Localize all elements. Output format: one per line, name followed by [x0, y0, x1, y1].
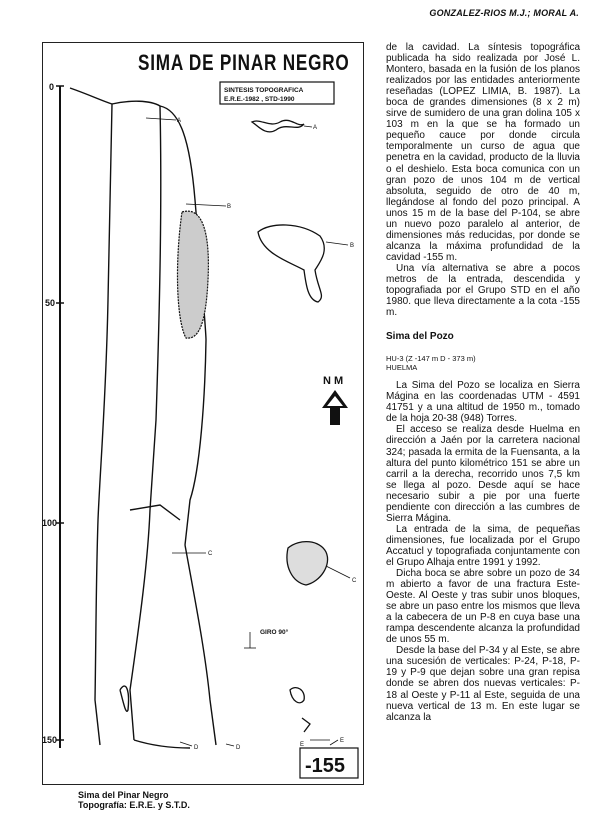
depth-label-150: 150: [42, 735, 58, 745]
marker-b-1: B: [227, 204, 232, 210]
marker-d-2: D: [236, 745, 241, 751]
marker-c-1: C: [208, 551, 213, 557]
figure-title: SIMA DE PINAR NEGRO: [138, 50, 350, 75]
paragraph: Desde la base del P-34 y al Este, se abre una sucesión de verticales: P-24, P-18, P-19 y P-9 que dejan sobre una gran repisa donde se abren dos nuevas verticales: P-18 al Oeste y P-11 al Este, seguida de una nueva vertical de 13 m. En este lugar se alcanza la: [386, 645, 580, 723]
cave-code: HU-3 (Z -147 m D - 373 m): [386, 354, 476, 364]
paragraph: Una vía alternativa se abre a pocos metros de la entrada, descendida y topografiada por el Grupo STD en el año 1980. que lleva directamente a la cota -155 m.: [386, 262, 580, 319]
caption-line-2: Topografía: E.R.E. y S.T.D.: [78, 800, 190, 810]
depth-label-0: 0: [49, 82, 55, 92]
north-label: N M: [323, 375, 344, 387]
marker-b-2: B: [350, 243, 355, 249]
marker-e-1: E: [300, 742, 305, 748]
marker-a-2: A: [313, 125, 318, 131]
text-column: [386, 42, 580, 723]
paragraph: de la cavidad. La síntesis topográfica publicada ha sido realizada por José L. Montero, basada en la fusión de los planos realizados por las entidades anteriormente reseñadas (LOPEZ LIMIA, B. 1987). La boca de grandes dimensiones (8 x 2 m) sirve de sumidero de una gran dolina 105 x 103 m en la que se ha formado un pequeño cauce por donde circula temporalmente un curso de agua que penetra en la cavidad, producto de la lluvia o el deshielo. Esta boca comunica con un gran pozo de unos 104 m de vertical absoluta, seguido de otro de 40 m, llegándose al fondo del pozo principal. A unos 15 m de la base del P-104, se abre un nuevo pozo paralelo al anterior, de dimensiones más reducidas, por donde se alcanza la máxima profundidad de la cavidad -155 m.: [386, 42, 580, 263]
cave-municipality: HUELMA: [386, 363, 418, 373]
depth-label-100: 100: [42, 518, 58, 528]
paragraph: La entrada de la sima, de pequeñas dimensiones, fue localizada por el Grupo Accatucl y topografiada conjuntamente con el Grupo Alhaja entre 1991 y 1992.: [386, 523, 580, 568]
marker-c-2: C: [352, 578, 357, 584]
final-depth-label: -155: [305, 755, 346, 777]
rotation-note: GIRO 90°: [260, 629, 289, 636]
synthesis-line-2: E.R.E.-1982 , STD-1990: [224, 96, 295, 103]
cave-metadata: [386, 354, 580, 372]
paragraph: El acceso se realiza desde Huelma en dirección a Jaén por la carretera nacional 324; pasada la ermita de la Fuensanta, a la altura del punto kilométrico 151 se abre un carril a la derecha, recorrido unos 7,5 km se llega al pozo. Desde aquí se hace necesario subir a pie por una fuerte pendiente con dirección a las cumbres de Sierra Mágina.: [386, 424, 580, 524]
synthesis-line-1: SINTESIS TOPOGRAFICA: [224, 87, 304, 94]
marker-a-1: A: [177, 118, 182, 124]
marker-e-2: E: [340, 738, 345, 744]
caption-line-1: Sima del Pinar Negro: [78, 790, 169, 800]
depth-label-50: 50: [45, 298, 56, 308]
running-header: GONZALEZ-RIOS M.J.; MORAL A.: [429, 8, 579, 18]
section-heading: Sima del Pozo: [386, 331, 454, 343]
paragraph: La Sima del Pozo se localiza en Sierra Mágina en las coordenadas UTM - 4591 41751 y a una altitud de 1950 m., tomado de la hoja 20-38 (948) Torres.: [386, 380, 580, 425]
paragraph: Dicha boca se abre sobre un pozo de 34 m abierto a favor de una fractura Este-Oeste. Al Oeste y tras subir unos bloques, se abre un paso entre los mismos que lleva a la cabecera de un P-8 en cuya base una rampa descendente alcanza la profundidad de unos 55 m.: [386, 568, 580, 646]
figure-caption: [78, 790, 190, 810]
marker-d-1: D: [194, 745, 199, 751]
